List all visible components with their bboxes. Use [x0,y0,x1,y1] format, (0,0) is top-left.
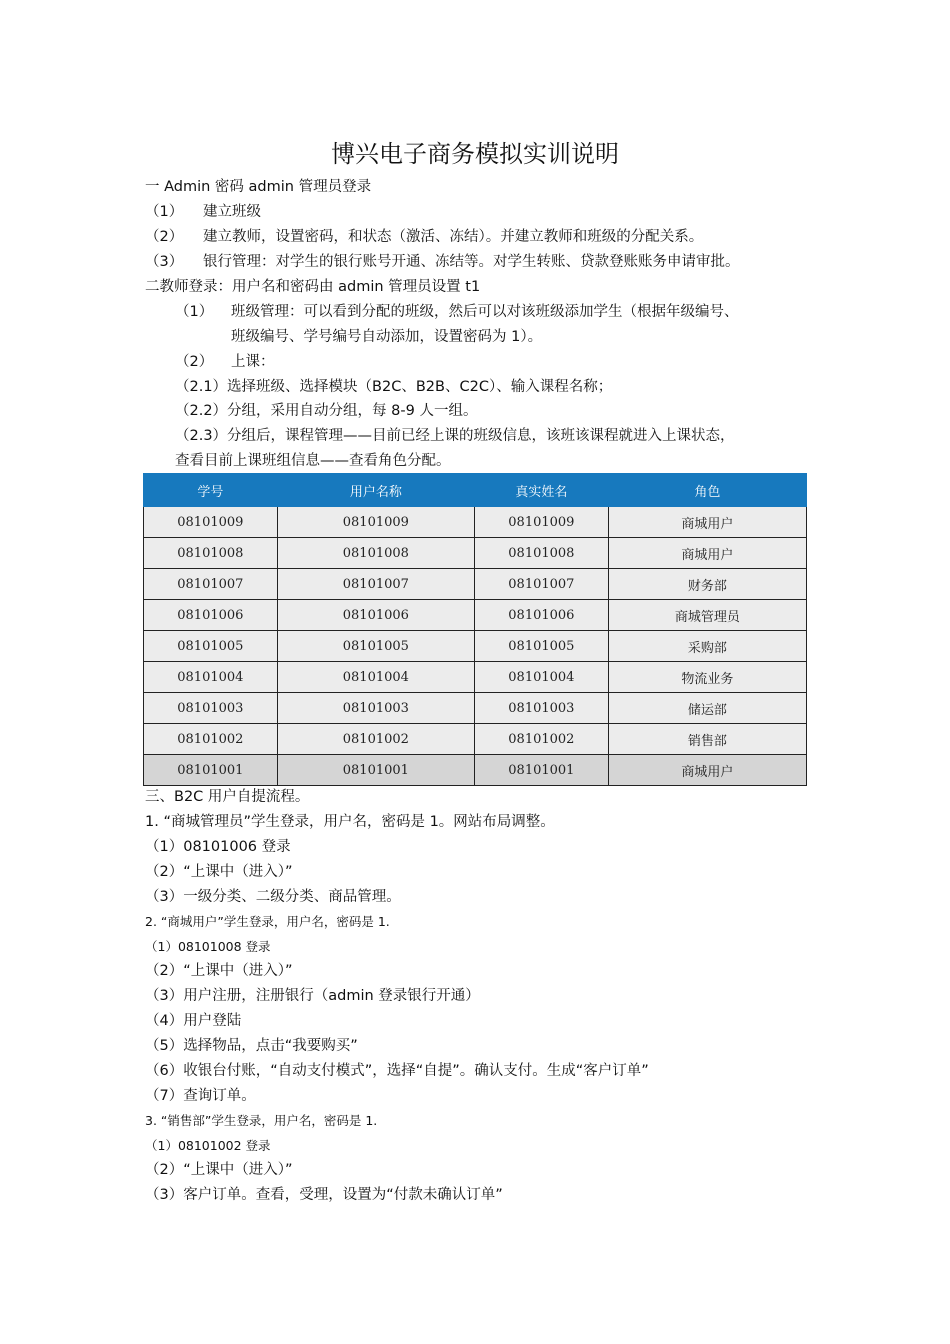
table-cell: 财务部 [608,569,806,600]
flow-line: （2）“上课中（进入）” [145,864,293,880]
table-cell: 08101009 [144,507,278,538]
flow-line: （3）用户注册，注册银行（admin 登录银行开通） [145,988,480,1004]
table-cell: 商城用户 [608,507,806,538]
role-assignment-table [143,473,807,786]
column-header-username: 用户名称 [277,474,474,507]
table-cell: 储运部 [608,693,806,724]
item-text: 班级管理：可以看到分配的班级，然后可以对该班级添加学生（根据年级编号、 [231,304,739,320]
table-cell: 物流业务 [608,662,806,693]
table-cell: 08101001 [475,755,609,786]
flow-line: （2）“上课中（进入）” [145,1162,293,1178]
flow-line: （2）“上课中（进入）” [145,963,293,979]
section3-heading: 三、B2C 用户自提流程。 [145,789,310,805]
item-number: （2） [175,354,214,370]
flow-line: （1）08101002 登录 [145,1138,271,1153]
table-cell: 08101006 [277,600,474,631]
table-cell: 08101002 [277,724,474,755]
table-cell: 08101008 [277,538,474,569]
table-cell: 08101004 [277,662,474,693]
table-row [144,631,807,662]
table-cell: 08101008 [144,538,278,569]
flow-line: 3. “销售部”学生登录，用户名，密码是 1. [145,1113,378,1128]
flow-line: （7）查询订单。 [145,1088,256,1104]
item-text: 上课： [231,354,275,370]
table-cell: 销售部 [608,724,806,755]
column-header-student-id: 学号 [144,474,278,507]
table-cell: 商城用户 [608,755,806,786]
table-row [144,755,807,786]
item-number: （2） [145,229,184,245]
table-row [144,662,807,693]
table-cell: 08101004 [144,662,278,693]
flow-line: （5）选择物品，点击“我要购买” [145,1038,358,1054]
table-cell: 08101009 [277,507,474,538]
table-cell: 08101001 [277,755,474,786]
table-cell: 08101003 [277,693,474,724]
table-cell: 08101006 [475,600,609,631]
section2-subitem-continuation: 查看目前上课班组信息——查看角色分配。 [175,453,451,469]
section1-heading: 一 Admin 密码 admin 管理员登录 [145,179,372,195]
table-row [144,507,807,538]
section2-item [175,352,275,372]
table-cell: 08101007 [277,569,474,600]
table-row [144,693,807,724]
section1-item [145,202,261,222]
table-cell: 08101007 [144,569,278,600]
table-cell: 商城管理员 [608,600,806,631]
table-cell: 08101005 [277,631,474,662]
section2-subitem: （2.1）选择班级、选择模块（B2C、B2B、C2C）、输入课程名称； [175,379,613,395]
flow-line: （1）08101006 登录 [145,839,291,855]
item-text: 银行管理：对学生的银行账号开通、冻结等。对学生转账、贷款登账账务申请审批。 [203,254,740,270]
table-cell: 商城用户 [608,538,806,569]
table-row [144,538,807,569]
section1-item [145,227,703,247]
table-row [144,600,807,631]
table-cell: 08101004 [475,662,609,693]
flow-line: （3）一级分类、二级分类、商品管理。 [145,889,401,905]
flow-line: （1）08101008 登录 [145,939,271,954]
section2-heading: 二教师登录：用户名和密码由 admin 管理员设置 t1 [145,279,481,295]
flow-line: 2. “商城用户”学生登录，用户名，密码是 1. [145,914,390,929]
table-cell: 08101005 [475,631,609,662]
table-cell: 08101006 [144,600,278,631]
flow-line: （4）用户登陆 [145,1013,242,1029]
table-row [144,724,807,755]
item-text: 建立教师，设置密码，和状态（激活、冻结）。并建立教师和班级的分配关系。 [203,229,704,245]
column-header-role: 角色 [608,474,806,507]
column-header-real-name: 真实姓名 [475,474,609,507]
table-cell: 08101002 [475,724,609,755]
flow-line: （6）收银台付账，“自动支付模式”，选择“自提”。确认支付。生成“客户订单” [145,1063,649,1079]
item-number: （1） [145,204,184,220]
item-text: 建立班级 [203,204,261,220]
section2-subitem: （2.2）分组，采用自动分组，每 8-9 人一组。 [175,403,478,419]
item-number: （3） [145,254,184,270]
table-cell: 08101002 [144,724,278,755]
section2-subitem: （2.3）分组后，课程管理——目前已经上课的班级信息，该班该课程就进入上课状态， [175,428,735,444]
table-cell: 08101003 [144,693,278,724]
flow-line: 1. “商城管理员”学生登录，用户名，密码是 1。网站布局调整。 [145,814,555,830]
table-cell: 08101007 [475,569,609,600]
item-number: （1） [175,304,214,320]
table-row [144,569,807,600]
section2-item-continuation: 班级编号、学号编号自动添加，设置密码为 1）。 [231,329,543,345]
section1-item [145,252,740,272]
page-title: 博兴电子商务模拟实训说明 [331,140,619,168]
table-cell: 08101003 [475,693,609,724]
table-cell: 08101005 [144,631,278,662]
table-cell: 08101001 [144,755,278,786]
section2-item [175,302,739,322]
table-cell: 08101009 [475,507,609,538]
flow-line: （3）客户订单。查看，受理，设置为“付款未确认订单” [145,1187,503,1203]
table-header-row [144,474,807,507]
table-cell: 采购部 [608,631,806,662]
table-cell: 08101008 [475,538,609,569]
